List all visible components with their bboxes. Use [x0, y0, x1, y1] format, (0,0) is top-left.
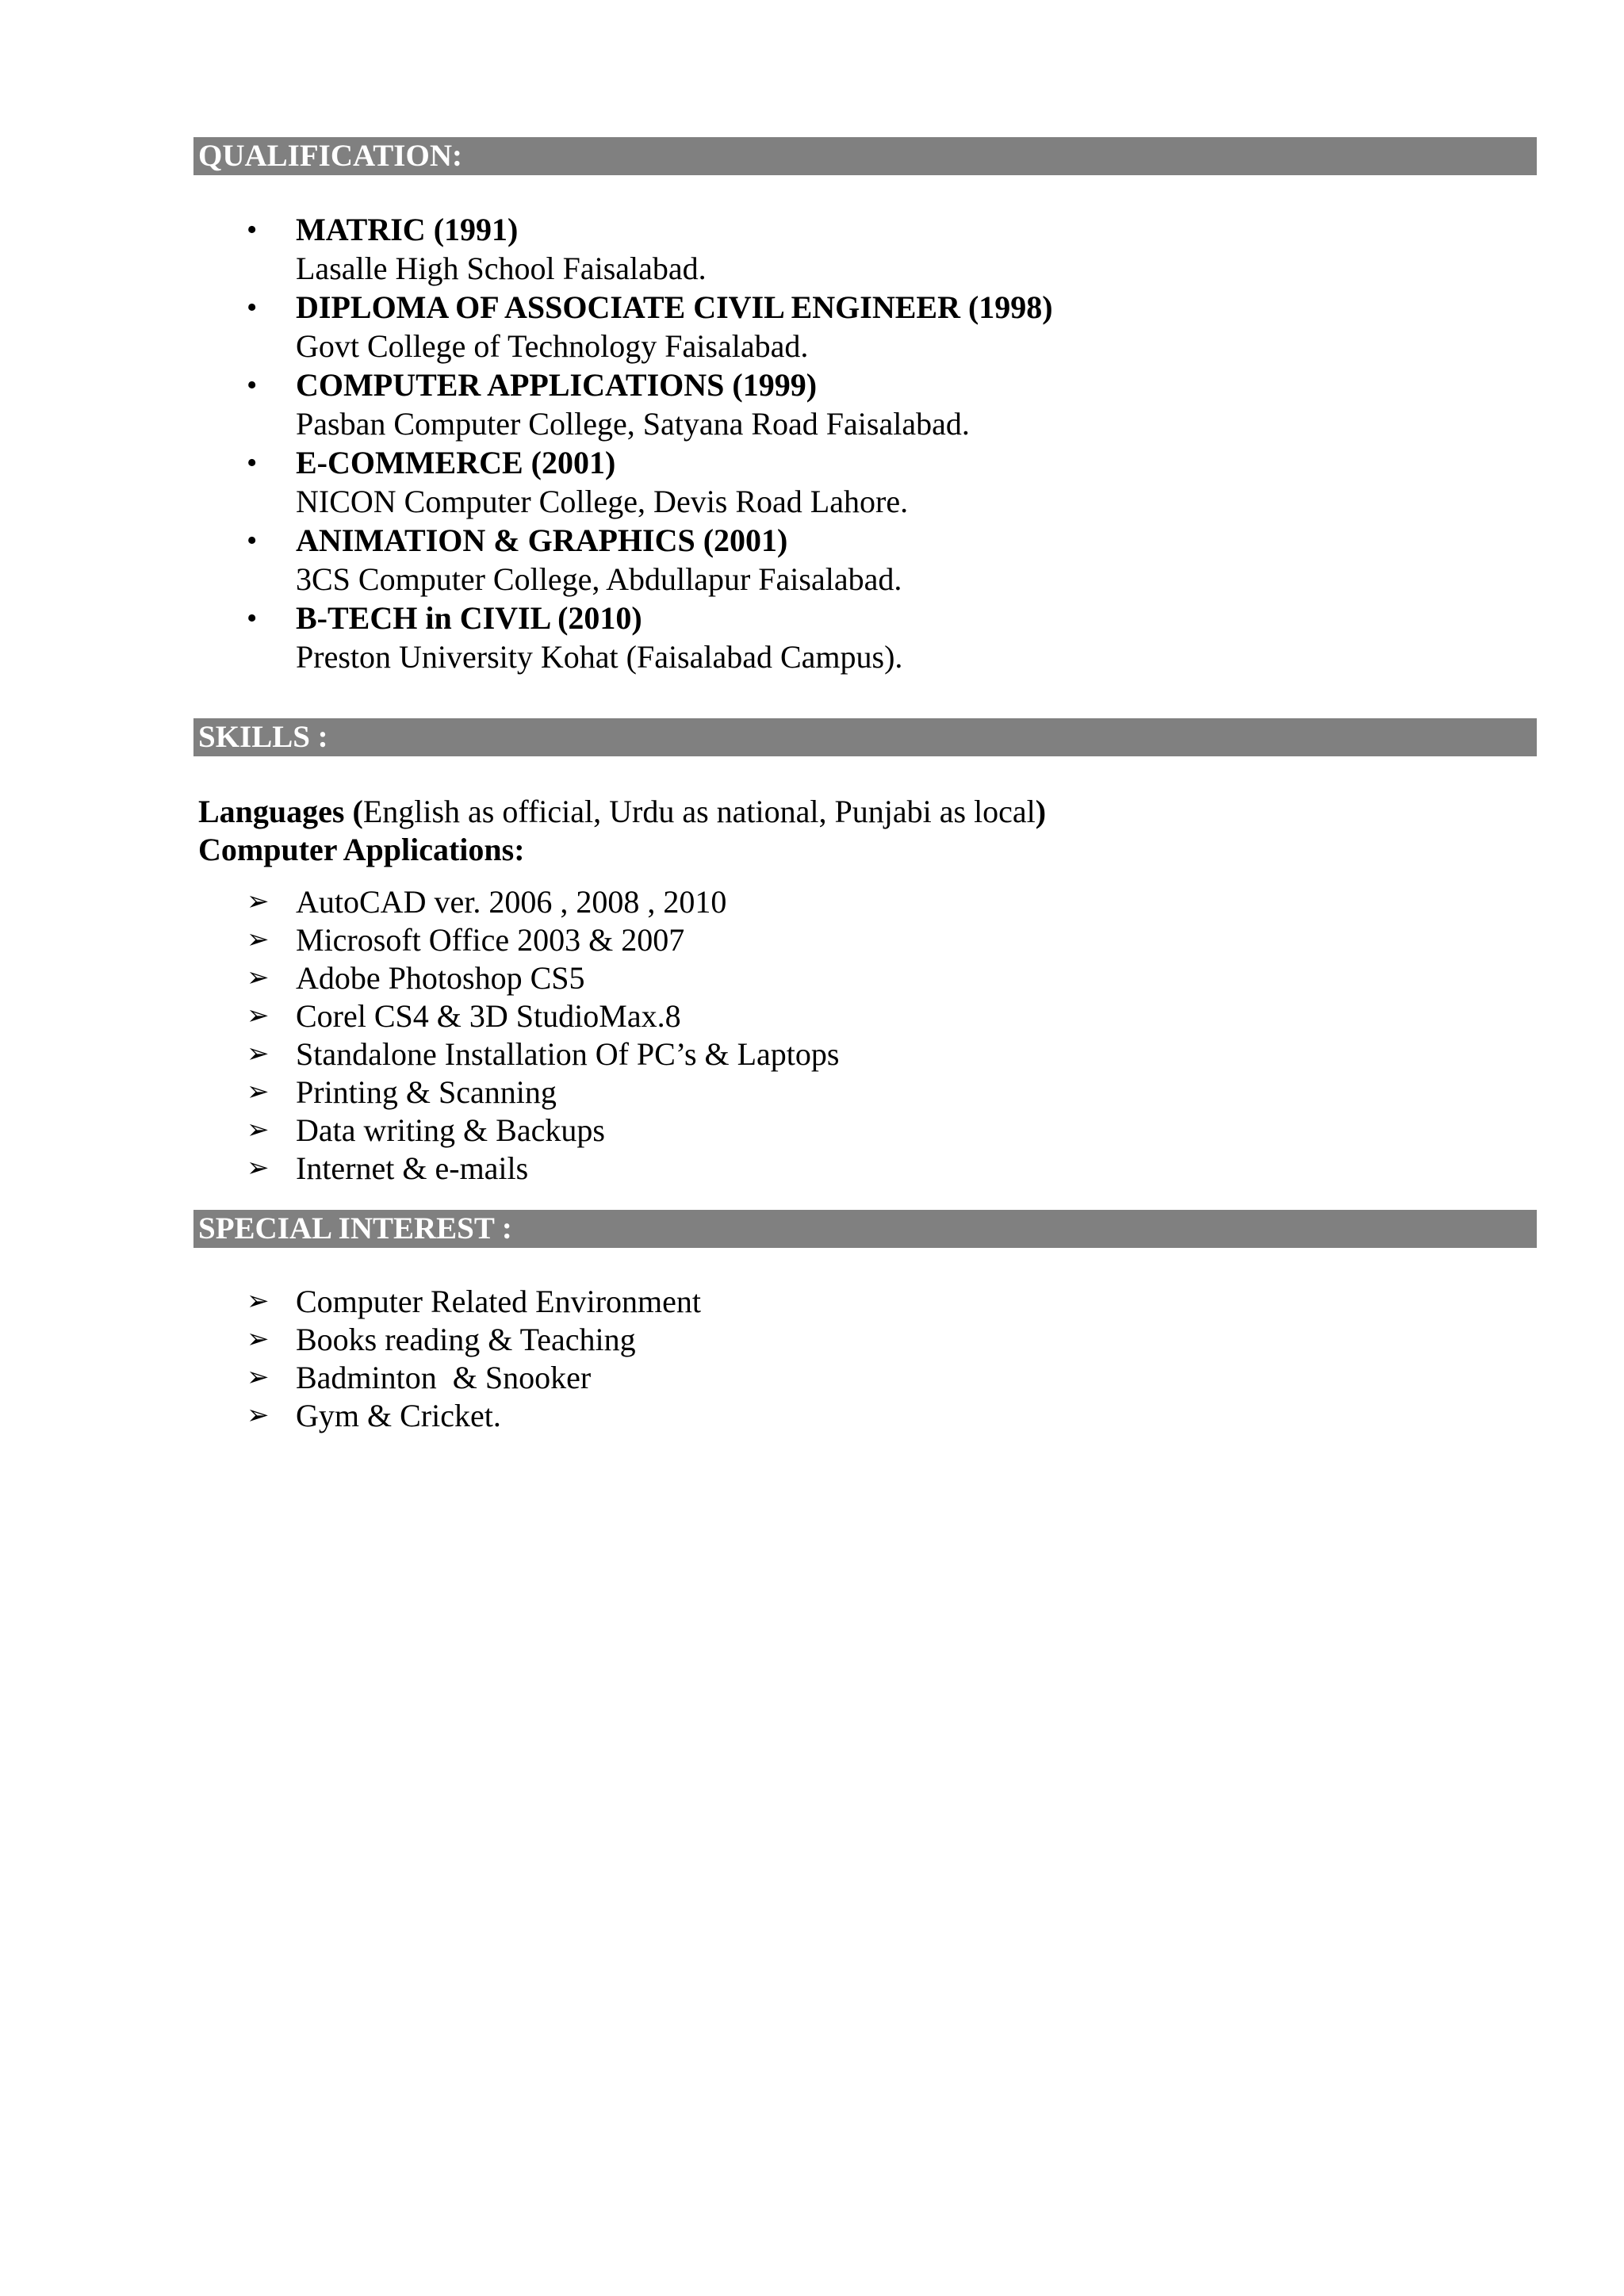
list-item: [0, 959, 840, 997]
qualification-title: MATRIC (1991): [296, 212, 519, 247]
skill-text: Adobe Photoshop CS5: [296, 960, 585, 996]
qualification-institution: Pasban Computer College, Satyana Road Faisalabad.: [296, 406, 970, 442]
arrow-bullet-icon: ➢: [247, 1039, 270, 1069]
list-item: [0, 883, 840, 921]
arrow-bullet-icon: ➢: [247, 1401, 270, 1430]
skill-text: Printing & Scanning: [296, 1074, 557, 1110]
languages-label: Languages: [198, 794, 345, 829]
qualification-title: COMPUTER APPLICATIONS (1999): [296, 367, 818, 403]
computer-skills-list: [0, 883, 840, 1188]
list-item: [0, 444, 1053, 522]
arrow-bullet-icon: ➢: [247, 925, 270, 955]
skill-text: Internet & e-mails: [296, 1150, 529, 1186]
interest-text: Computer Related Environment: [296, 1284, 701, 1319]
arrow-bullet-icon: ➢: [247, 963, 270, 993]
arrow-bullet-icon: ➢: [247, 1001, 270, 1031]
skill-text: Standalone Installation Of PC’s & Laptops: [296, 1036, 840, 1072]
qualification-title: ANIMATION & GRAPHICS (2001): [296, 522, 788, 558]
qualification-heading: QUALIFICATION:: [193, 137, 1537, 175]
arrow-bullet-icon: ➢: [247, 887, 270, 916]
list-item: [0, 1150, 840, 1188]
computer-applications-label: Computer Applications:: [198, 832, 525, 867]
bullet-icon: •: [247, 369, 258, 402]
interest-text: Badminton & Snooker: [296, 1360, 592, 1395]
bullet-icon: •: [247, 446, 258, 480]
interest-text: Books reading & Teaching: [296, 1322, 636, 1357]
skill-text: Microsoft Office 2003 & 2007: [296, 922, 685, 958]
special-interest-heading: SPECIAL INTEREST :: [193, 1210, 1537, 1248]
bullet-icon: •: [247, 213, 258, 247]
list-item: [0, 289, 1053, 366]
qualification-title: E-COMMERCE (2001): [296, 445, 616, 480]
bullet-icon: •: [247, 524, 258, 557]
arrow-bullet-icon: ➢: [247, 1363, 270, 1392]
skill-text: Corel CS4 & 3D StudioMax.8: [296, 998, 681, 1034]
arrow-bullet-icon: ➢: [247, 1077, 270, 1107]
qualification-list: [0, 211, 1053, 677]
list-item: [0, 1073, 840, 1112]
list-item: [0, 1397, 701, 1435]
list-item: [0, 1359, 701, 1397]
qualification-institution: 3CS Computer College, Abdullapur Faisalabad.: [296, 561, 902, 597]
qualification-title: B-TECH in CIVIL (2010): [296, 600, 642, 636]
list-item: [0, 599, 1053, 677]
list-item: [0, 522, 1053, 599]
skill-text: Data writing & Backups: [296, 1112, 605, 1148]
skills-heading: SKILLS :: [193, 718, 1537, 756]
bullet-icon: •: [247, 291, 258, 324]
languages-text: English as official, Urdu as national, Punjabi as local: [362, 794, 1036, 829]
arrow-bullet-icon: ➢: [247, 1154, 270, 1183]
languages-line: [198, 793, 1046, 831]
arrow-bullet-icon: ➢: [247, 1287, 270, 1316]
list-item: [0, 1283, 701, 1321]
arrow-bullet-icon: ➢: [247, 1115, 270, 1145]
interest-text: Gym & Cricket.: [296, 1398, 501, 1433]
list-item: [0, 1035, 840, 1073]
special-interest-list: [0, 1283, 701, 1435]
list-item: [0, 1112, 840, 1150]
list-item: [0, 997, 840, 1035]
skill-text: AutoCAD ver. 2006 , 2008 , 2010: [296, 884, 727, 920]
qualification-institution: Govt College of Technology Faisalabad.: [296, 328, 809, 364]
bullet-icon: •: [247, 602, 258, 635]
qualification-title: DIPLOMA OF ASSOCIATE CIVIL ENGINEER (1998): [296, 289, 1053, 325]
list-item: [0, 211, 1053, 289]
list-item: [0, 1321, 701, 1359]
languages-close-paren: ): [1035, 794, 1047, 829]
qualification-institution: Lasalle High School Faisalabad.: [296, 251, 707, 286]
qualification-institution: Preston University Kohat (Faisalabad Campus).: [296, 639, 903, 675]
qualification-institution: NICON Computer College, Devis Road Lahore.: [296, 484, 909, 519]
languages-open-paren: (: [352, 794, 363, 829]
list-item: [0, 921, 840, 959]
list-item: [0, 366, 1053, 444]
arrow-bullet-icon: ➢: [247, 1325, 270, 1354]
